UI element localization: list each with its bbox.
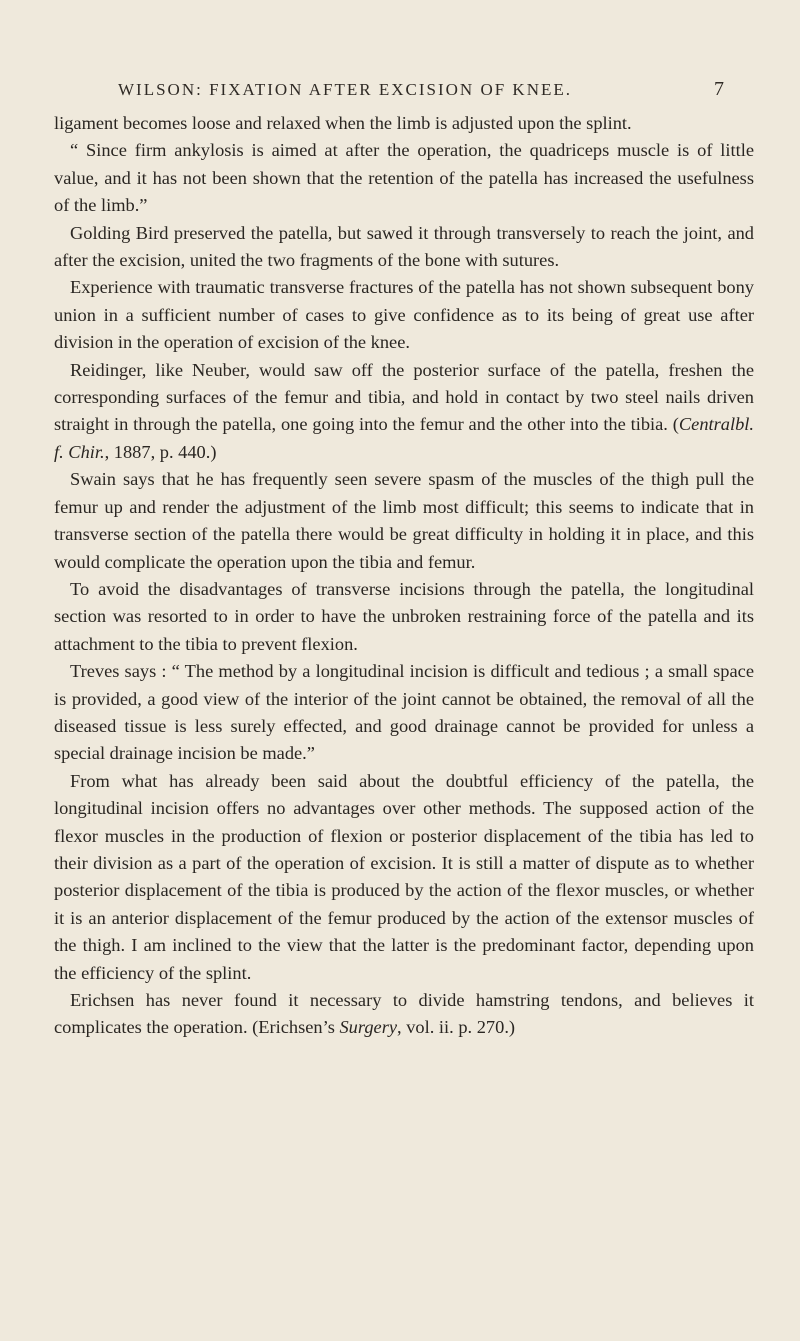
paragraph-9 (54, 768, 754, 987)
paragraph-7-text: To avoid the disadvantages of transverse incisions through the patella, the longitudinal section was resorted to in order to have the unbroken restraining force of the patella and its attachment to the tibia to prevent flexion. (54, 578, 754, 654)
paragraph-3-text: Golding Bird preserved the patella, but sawed it through transversely to reach the joint, and after the excision, united the two fragments of the bone with sutures. (54, 222, 754, 271)
paragraph-2-text: “ Since firm ankylosis is aimed at after the operation, the quadriceps muscle is of little value, and it has not been shown that the retention of the patella has increased the usefulness of the limb.” (54, 140, 754, 216)
paragraph-3 (54, 220, 754, 275)
citation-open: (Erichsen’s (247, 1017, 340, 1038)
paragraph-5-text: Reidinger, like Neuber, would saw off the posterior surface of the patella, freshen the corresponding surfaces of the femur and tibia, and hold in contact by two steel nails driven straight in through the patella, one going into the femur and the other into the tibia. (54, 359, 754, 435)
paragraph-5 (54, 357, 754, 467)
body-text (54, 110, 754, 1042)
citation-open: ( (667, 414, 679, 435)
paragraph-4 (54, 274, 754, 356)
running-title: WILSON: FIXATION AFTER EXCISION OF KNEE. (118, 80, 572, 99)
citation-book: Surgery (339, 1017, 398, 1038)
paragraph-8 (54, 658, 754, 768)
paragraph-10-text: Erichsen has never found it necessary to divide hamstring tendons, and believes it complicates the operation. (54, 990, 754, 1038)
paragraph-10 (54, 987, 754, 1042)
paragraph-2 (54, 137, 754, 219)
citation-close: , 1887, p. 440.) (104, 441, 217, 462)
paragraph-1 (54, 110, 754, 137)
paragraph-7 (54, 576, 754, 658)
running-header (118, 80, 724, 104)
paragraph-9-text: From what has already been said about the doubtful efficiency of the patella, the longitudinal incision offers no advantages over other methods. The supposed action of the flexor muscles in the production of flexion or posterior displacement of the tibia has led to their division as a part of the operation of excision. It is still a matter of dispute as to whether posterior displacement of the tibia is produced by the action of the flexor muscles, or whether it is an anterior displacement of the femur produced by the action of the extensor muscles of the thigh. I am inclined to the view that the latter is the predominant factor, depending upon the efficiency of the splint. (54, 770, 754, 983)
citation-close: , vol. ii. p. 270.) (397, 1017, 516, 1038)
paragraph-4-text: Experience with traumatic transverse fractures of the patella has not shown subsequent bony union in a sufficient number of cases to give confidence as to its being of great use after division in the operation of excision of the knee. (54, 277, 754, 353)
paragraph-6 (54, 466, 754, 576)
paragraph-6-text: Swain says that he has frequently seen severe spasm of the muscles of the thigh pull the femur up and render the adjustment of the limb most difficult; this seems to indicate that in transverse section of the patella there would be great difficulty in holding it in place, and this would complicate the operation upon the tibia and femur. (54, 469, 754, 572)
paragraph-1-text: ligament becomes loose and relaxed when the limb is adjusted upon the splint. (54, 113, 632, 133)
citation-journal: Centralbl. f. Chir. (54, 414, 754, 462)
page-number: 7 (714, 78, 724, 100)
paragraph-8-text: Treves says : “ The method by a longitudinal incision is difficult and tedious ; a small space is provided, a good view of the interior of the joint cannot be obtained, the removal of all the diseased tissue is less surely effected, and good drainage cannot be provided for unless a special drainage incision be made.” (54, 661, 754, 764)
